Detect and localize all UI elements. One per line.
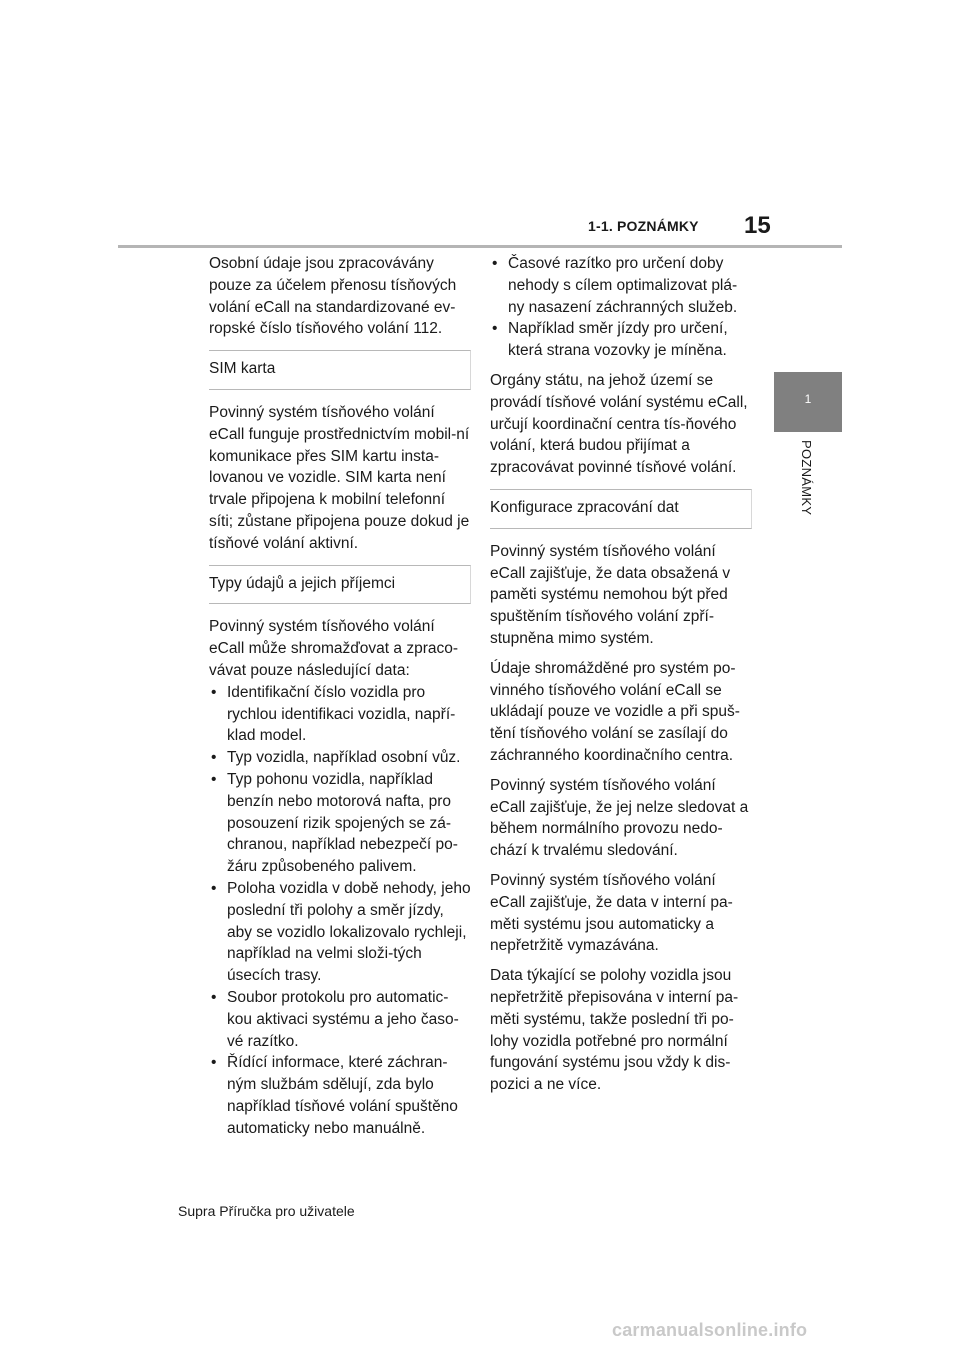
heading-data-types — [209, 565, 471, 605]
list-item: • Typ vozidla, například osobní vůz. — [209, 747, 471, 769]
page-number: 15 — [744, 212, 771, 239]
sim-paragraph: Povinný systém tísňového volání eCall funguje prostřednictvím mobil-ní komunikace přes SIM kartu insta-lovanou ve vozidle. SIM karta není trvale připojena k mobilní telefonní síti; zůstane připojena pouze dokud je tísňové volání aktivní. — [209, 403, 470, 552]
config-paragraph: Povinný systém tísňového volání eCall zajišťuje, že data obsažená v paměti systému nemohou být před spuštěním tísňového volání zpří-stupněna mimo systém. — [490, 542, 731, 647]
chapter-tab — [774, 372, 842, 432]
heading-data-config-text: Konfigurace zpracování dat — [490, 498, 679, 516]
watermark-text: carmanualsonline.info — [612, 1320, 808, 1340]
list-item: • Časové razítko pro určení doby nehody s cílem optimalizovat plá-ny nasazení záchranných služeb. — [490, 253, 752, 318]
list-item: • Identifikační číslo vozidla pro rychlou identifikaci vozidla, napří-klad model. — [209, 682, 471, 747]
chapter-tab-number: 1 — [804, 392, 812, 406]
section-title: 1-1. POZNÁMKY — [588, 218, 699, 234]
list-item: • Například směr jízdy pro určení, která strana vozovky je míněna. — [490, 318, 752, 362]
heading-sim-card-text: SIM karta — [209, 360, 276, 378]
chapter-tab-label: POZNÁMKY — [799, 440, 814, 516]
list-item: • Řídící informace, které záchran-ným službám sdělují, zda bylo například tísňové volání spuštěno automaticky nebo manuálně. — [209, 1052, 471, 1139]
left-column — [209, 253, 471, 1147]
footer-text: Supra Příručka pro uživatele — [178, 1203, 355, 1219]
list-item: • Poloha vozidla v době nehody, jeho poslední tři polohy a směr jízdy, aby se vozidlo lokalizovalo rychleji, například na velmi složi-tých úsecích trasy. — [209, 878, 471, 987]
data-types-list-continued — [490, 253, 752, 362]
states-paragraph: Orgány státu, na jehož území se provádí tísňové volání systému eCall, určují koordinační centra tís-ňového volání, která budou přijímat a zpracovávat povinné tísňové volání. — [490, 371, 748, 477]
list-item: • Soubor protokolu pro automatic-kou aktivaci systému a jeho časo-vé razítko. — [209, 987, 471, 1052]
config-paragraph: Povinný systém tísňového volání eCall zajišťuje, že data v interní pa-měti systému jsou automaticky a nepřetržitě vymazávána. — [490, 871, 733, 955]
chapter-tab-label-wrap — [796, 440, 820, 540]
right-column — [490, 253, 752, 1104]
intro-paragraph: Osobní údaje jsou zpracovávány pouze za účelem přenosu tísňových volání eCall na standardizované ev-ropské číslo tísňového volání 112. — [209, 255, 457, 338]
heading-data-config — [490, 489, 752, 529]
config-paragraph: Povinný systém tísňového volání eCall zajišťuje, že jej nelze sledovat a během normálního provozu nedo-chází k trvalému sledování. — [490, 776, 749, 860]
heading-sim-card — [209, 350, 471, 390]
config-paragraph: Údaje shromážděné pro systém po-vinného tísňového volání eCall se ukládají pouze ve vozidle a při spuš-tění tísňového volání se zasílají do záchranného koordinačního centra. — [490, 659, 740, 764]
types-paragraph: Povinný systém tísňového volání eCall může shromažďovat a zpraco-vávat pouze následující data: — [209, 618, 459, 679]
data-types-list — [209, 682, 471, 1140]
header-divider — [118, 245, 842, 248]
list-item: • Typ pohonu vozidla, například benzín nebo motorová nafta, pro posouzení rizik spojených se zá-chranou, například nebezpečí po-žáru způsobeného palivem. — [209, 769, 471, 878]
config-paragraph: Data týkající se polohy vozidla jsou nepřetržitě přepisována v interní pa-měti systému, takže poslední tři po-lohy vozidla potřebné pro normální fungování systému jsou vždy k dis-pozici a ne více. — [490, 967, 739, 1094]
heading-data-types-text: Typy údajů a jejich příjemci — [209, 574, 396, 592]
